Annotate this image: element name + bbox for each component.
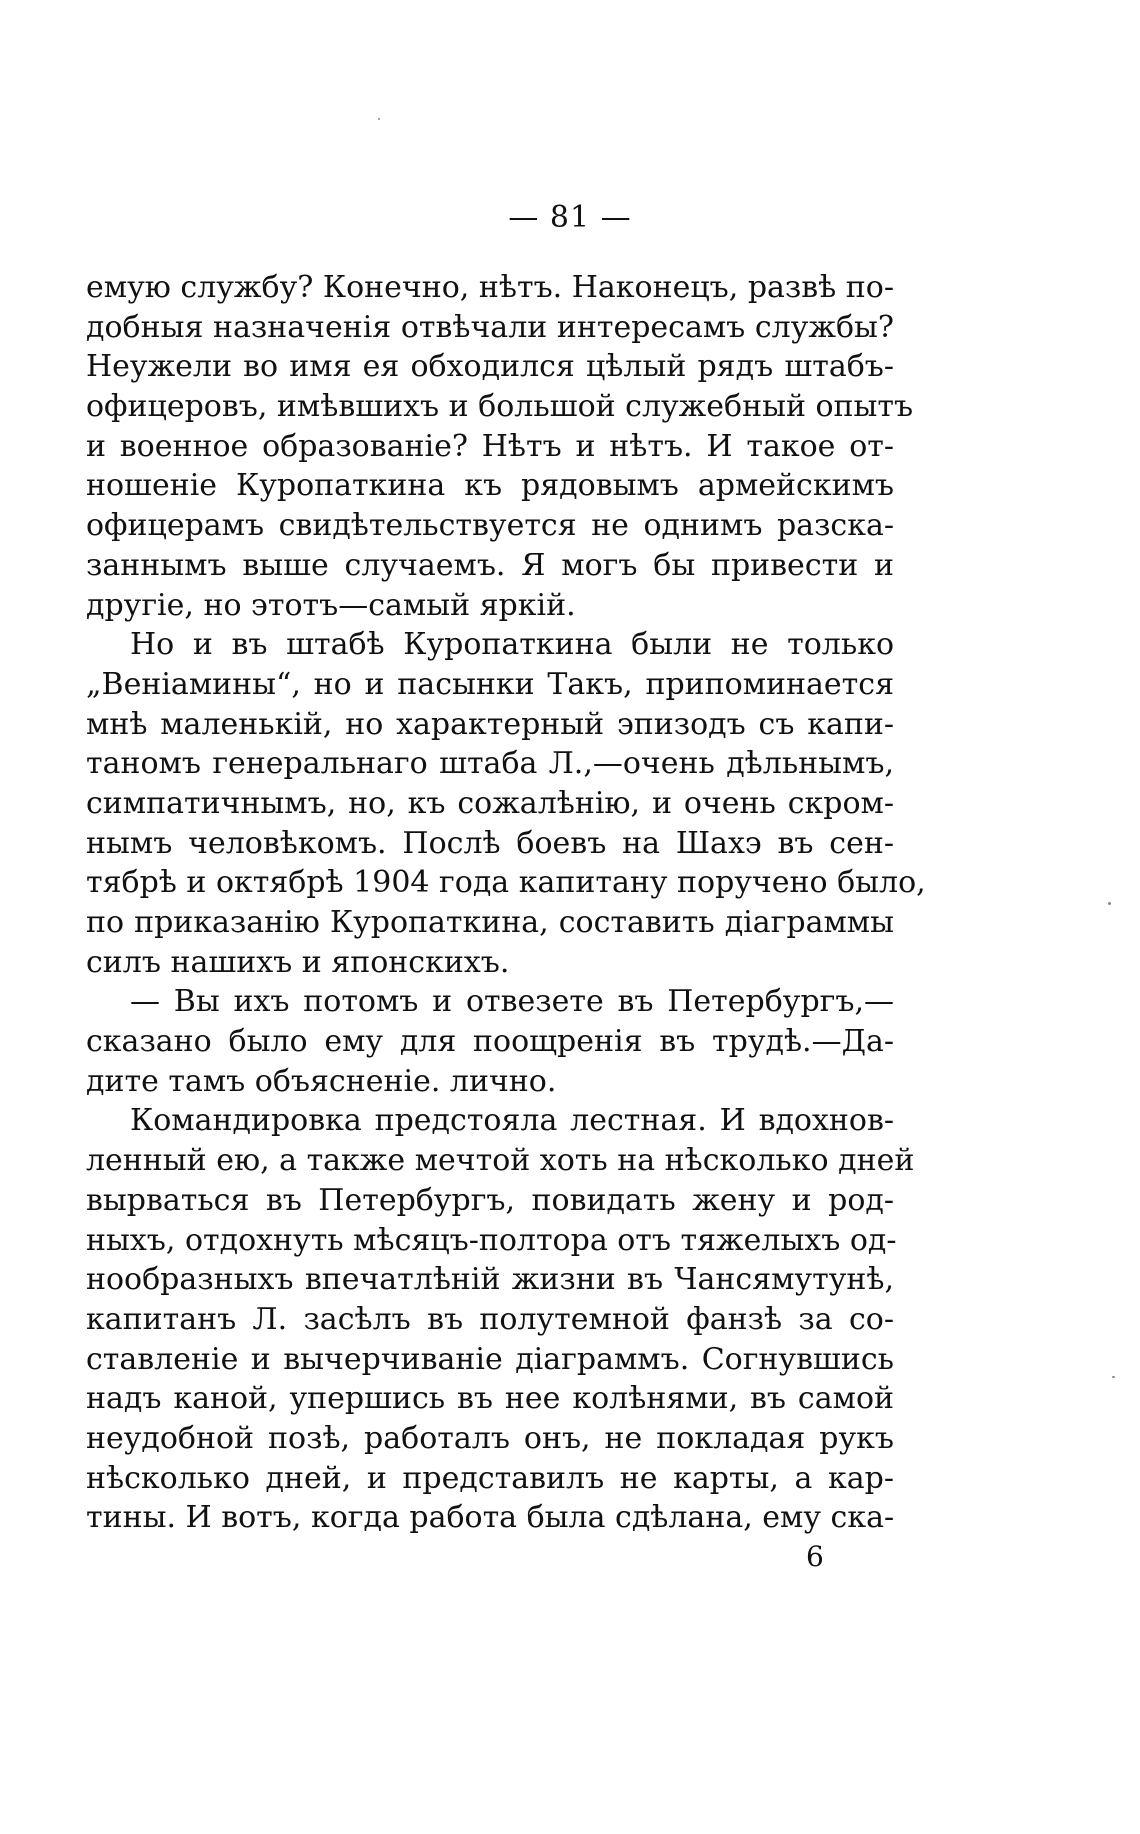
text-line: „Веніамины“, но и пасынки Такъ, припоминается: [86, 666, 894, 702]
text-line: — Вы ихъ потомъ и отвезете въ Петербургъ,—: [130, 984, 894, 1020]
speck-mark: [378, 118, 380, 120]
text-line: нымъ человѣкомъ. Послѣ боевъ на Шахэ въ сен-: [86, 825, 894, 861]
text-line: офицерамъ свидѣтельствуется не однимъ разска-: [86, 508, 894, 544]
text-line: сказано было ему для поощренія въ трудѣ.—Да-: [86, 1024, 894, 1060]
body-text: [86, 268, 926, 1538]
text-line: по приказанію Куропаткина, составить діаграммы: [86, 905, 894, 940]
text-line: вырваться въ Петербургъ, повидать жену и род-: [86, 1182, 894, 1218]
text-line: ленный ею, а также мечтой хоть на нѣсколько дней: [86, 1143, 915, 1179]
text-line: дите тамъ объясненіе. лично.: [86, 1063, 557, 1099]
text-line: Командировка предстояла лестная. И вдохнов-: [130, 1103, 894, 1139]
speck-mark: [1108, 902, 1111, 905]
text-line: ставленіе и вычерчиваніе діаграммъ. Согнувшись: [86, 1341, 894, 1377]
text-line: ныхъ, отдохнуть мѣсяцъ-полтора отъ тяжелыхъ од-: [86, 1222, 897, 1258]
text-line: офицеровъ, имѣвшихъ и большой служебный опытъ: [86, 389, 914, 425]
text-line: неудобной позѣ, работалъ онъ, не покладая рукъ: [86, 1420, 894, 1456]
text-line: надъ каной, упершись въ нее колѣнями, въ самой: [86, 1381, 894, 1417]
text-line: симпатичнымъ, но, къ сожалѣнію, и очень скром-: [86, 785, 894, 821]
text-line: емую службу? Конечно, нѣтъ. Наконецъ, развѣ по-: [86, 270, 894, 305]
signature-mark: 6: [806, 1540, 824, 1573]
page-number: — 81 —: [508, 200, 632, 235]
text-line: Но и въ штабѣ Куропаткина были не только: [130, 627, 894, 663]
text-line: тябрѣ и октябрѣ 1904 года капитану поручено было,: [86, 865, 926, 901]
text-line: силъ нашихъ и японскихъ.: [86, 944, 510, 980]
text-line: мнѣ маленькій, но характерный эпизодъ съ капи-: [86, 706, 894, 742]
text-line: таномъ генеральнаго штаба Л.,—очень дѣльнымъ,: [86, 746, 894, 782]
text-line: добныя назначенія отвѣчали интересамъ службы?: [86, 309, 894, 345]
speck-mark: [1112, 1376, 1115, 1378]
text-line: тины. И вотъ, когда работа была сдѣлана, ему ска-: [86, 1500, 895, 1536]
text-line: и военное образованіе? Нѣтъ и нѣтъ. И такое от-: [86, 428, 894, 464]
text-line: другіе, но этотъ—самый яркій.: [86, 587, 576, 623]
text-line: ношеніе Куропаткина къ рядовымъ армейскимъ: [86, 468, 894, 504]
text-line: Неужели во имя ея обходился цѣлый рядъ штабъ-: [86, 349, 894, 385]
text-line: нообразныхъ впечатлѣній жизни въ Чансямутунѣ,: [86, 1262, 894, 1298]
text-line: нѣсколько дней, и представилъ не карты, а кар-: [86, 1460, 894, 1496]
text-line: капитанъ Л. засѣлъ въ полутемной фанзѣ за со-: [86, 1301, 894, 1337]
text-line: заннымъ выше случаемъ. Я могъ бы привести и: [86, 547, 894, 583]
